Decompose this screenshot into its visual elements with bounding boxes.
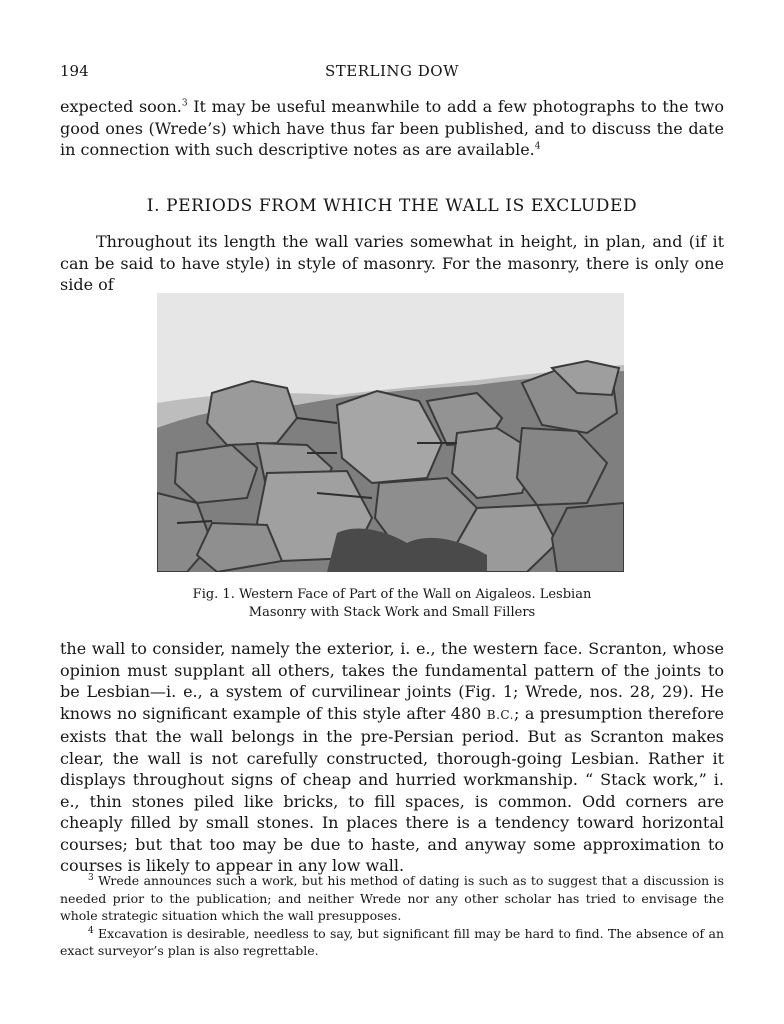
page-header bbox=[60, 62, 724, 84]
paragraph-scranton bbox=[60, 638, 724, 877]
era-abbreviation: B.C. bbox=[486, 707, 514, 722]
running-head: STERLING DOW bbox=[324, 62, 460, 80]
paragraph-intro-text-b: It may be useful meanwhile to add a few photographs to the two good ones (Wrede’s) which have thus far been published, and to discuss the date in connection with such descriptive notes as are available. bbox=[60, 97, 724, 159]
footnote-3 bbox=[60, 872, 724, 925]
paragraph-intro-text-a: expected soon. bbox=[60, 97, 182, 116]
wall-photograph bbox=[157, 293, 624, 572]
page-number: 194 bbox=[60, 62, 89, 80]
footnote-marker: 4 bbox=[88, 925, 94, 936]
footnote-4 bbox=[60, 925, 724, 960]
footnote-ref-3[interactable]: 3 bbox=[181, 98, 188, 109]
paragraph-throughout: Throughout its length the wall varies somewhat in height, in plan, and (if it can be said to have style) in style of masonry. For the masonry, there is only one side of bbox=[60, 232, 724, 294]
figure-caption bbox=[120, 586, 664, 621]
paragraph-intro bbox=[60, 96, 724, 161]
caption-line-1: Fig. 1. Western Face of Part of the Wall on Aigaleos. Lesbian bbox=[192, 587, 592, 602]
section-heading: I. PERIODS FROM WHICH THE WALL IS EXCLUDED bbox=[146, 196, 638, 216]
caption-line-2: Masonry with Stack Work and Small Fillers bbox=[248, 604, 536, 620]
footnotes bbox=[60, 872, 724, 960]
footnote-marker: 3 bbox=[88, 872, 94, 883]
paragraph-scranton-text-b: ; a presumption therefore exists that the wall belongs in the pre-Persian period. But as Scranton makes clear, the wall is not carefully constructed, thorough-going Lesbian. Rather it displays throughout signs of cheap and hurried workmanship. “ Stack work,” i. e., thin stones piled like bricks, to fill spaces, is common. Odd corners are cheaply filled by small stones. In places there is a tendency toward horizontal courses; but that too may be due to haste, and anyway some approximation to courses is likely to appear in any low wall. bbox=[60, 703, 725, 875]
footnote-text: Wrede announces such a work, but his method of dating is such as to suggest that a discussion is needed prior to the publication; and neither Wrede nor any other scholar has tried to envisage the whole strategic situation which the wall presupposes. bbox=[60, 873, 724, 923]
paragraph-scranton-text-a: the wall to consider, namely the exterior, i. e., the western face. Scranton, whose opinion must supplant all others, takes the fundamental pattern of the joints to be Lesbian—i. e., a system of curvilinear joints (Fig. 1; Wrede, nos. 28, 29). He knows no significant example of this style after 480 bbox=[60, 639, 724, 723]
footnote-text: Excavation is desirable, needless to say, but significant fill may be hard to find. The absence of an exact surveyor’s plan is also regrettable. bbox=[60, 925, 724, 958]
figure-wall-photo bbox=[157, 293, 624, 572]
footnote-ref-4[interactable]: 4 bbox=[534, 141, 541, 152]
